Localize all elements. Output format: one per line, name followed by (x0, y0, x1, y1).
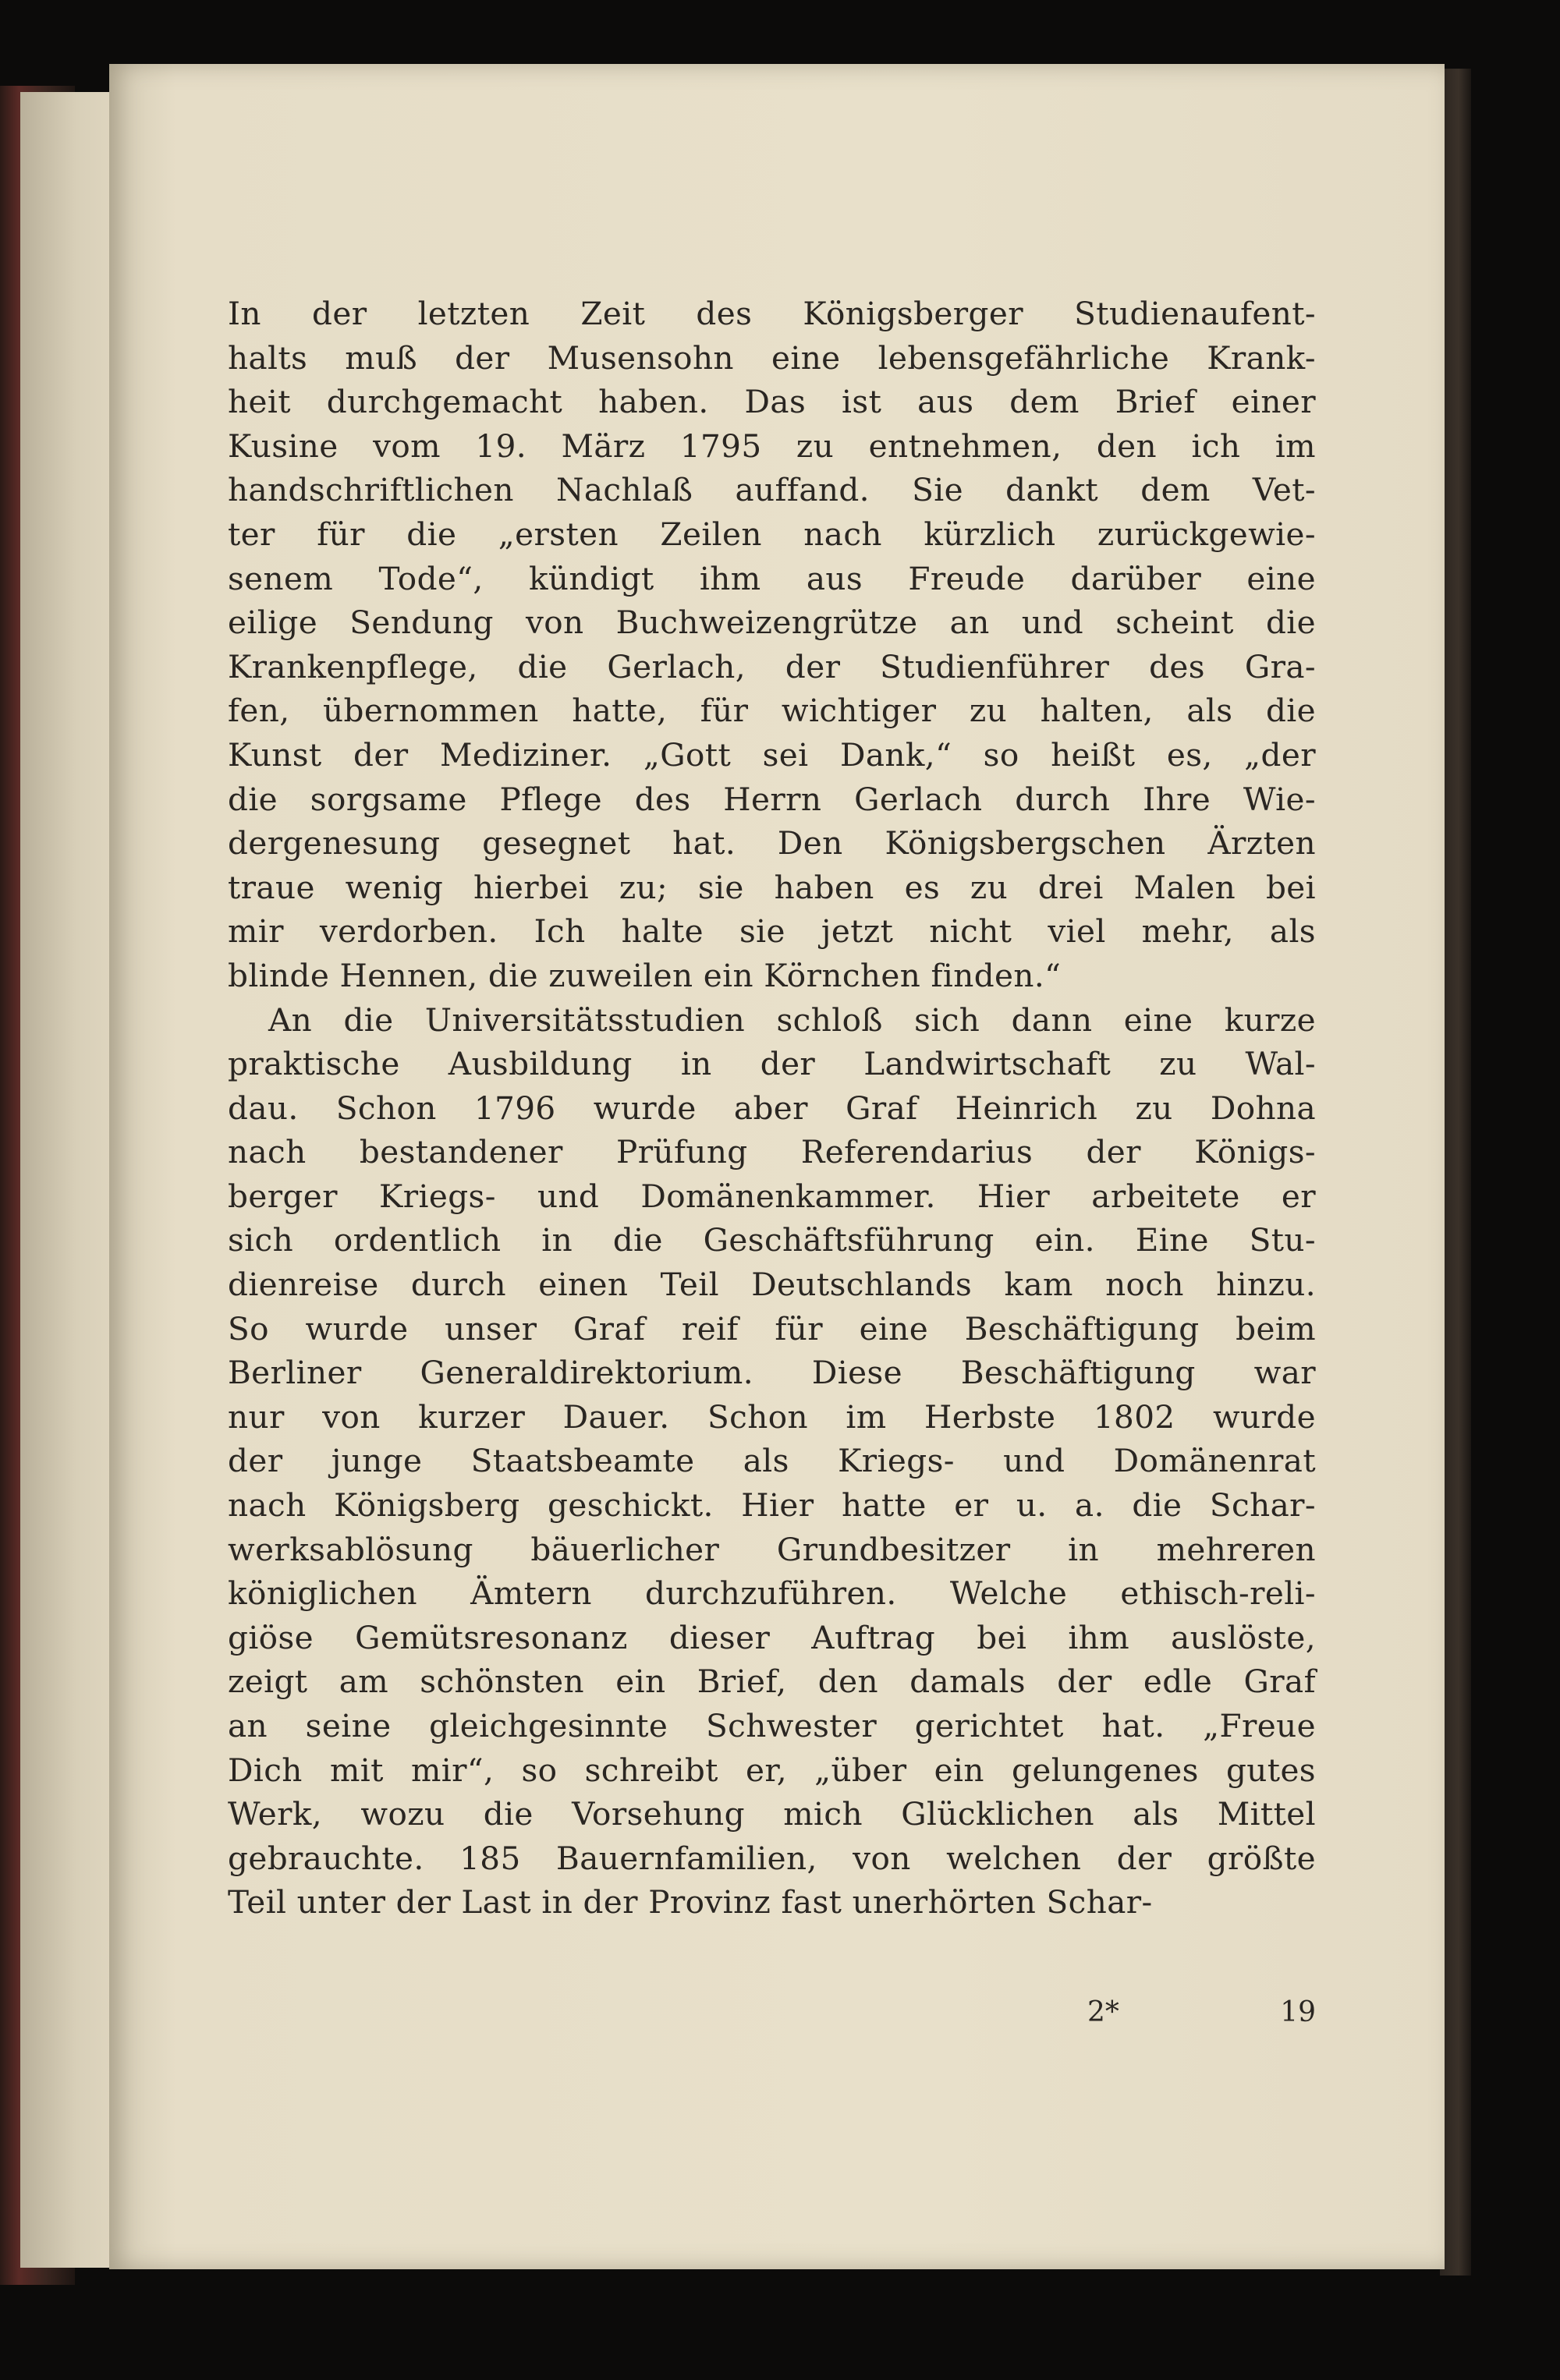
text-line: ter für die „ersten Zeilen nach kürzlich zurückgewie- (228, 515, 1316, 553)
paragraph-1 (228, 292, 1316, 998)
text-line: In der letzten Zeit des Königsberger Studienaufent- (228, 295, 1316, 332)
text-line: Werk, wozu die Vorsehung mich Glücklichen als Mittel (228, 1795, 1316, 1833)
text-line: königlichen Ämtern durchzuführen. Welche ethisch-reli- (228, 1574, 1316, 1613)
text-line: gebrauchte. 185 Bauernfamilien, von welchen der größte (228, 1839, 1316, 1877)
text-line: traue wenig hierbei zu; sie haben es zu drei Malen bei (228, 868, 1316, 906)
text-line: Krankenpflege, die Gerlach, der Studienführer des Gra- (228, 647, 1316, 685)
text-line: eilige Sendung von Buchweizengrütze an und scheint die (228, 604, 1316, 642)
text-line: an seine gleichgesinnte Schwester gerichtet hat. „Freue (228, 1707, 1316, 1744)
text-line: werksablösung bäuerlicher Grundbesitzer in mehreren (228, 1530, 1316, 1568)
text-line: halts muß der Musensohn eine lebensgefährliche Krank- (228, 338, 1316, 377)
text-line: Kunst der Mediziner. „Gott sei Dank,“ so heißt es, „der (228, 735, 1316, 774)
book-page (109, 64, 1445, 2269)
text-line: Dich mit mir“, so schreibt er, „über ein gelungenes gutes (228, 1751, 1316, 1789)
page-body-text (228, 292, 1316, 1925)
text-line: dergenesung gesegnet hat. Den Königsbergschen Ärzten (228, 824, 1316, 862)
text-line: blinde Hennen, die zuweilen ein Körnchen finden.“ (228, 956, 1062, 994)
text-line: zeigt am schönsten ein Brief, den damals der edle Graf (228, 1663, 1316, 1701)
book-cover-right-edge (1440, 69, 1471, 2276)
text-line: der junge Staatsbeamte als Kriegs- und Domänenrat (228, 1442, 1316, 1480)
text-line: nur von kurzer Dauer. Schon im Herbste 1802 wurde (228, 1397, 1316, 1436)
text-line: An die Universitätsstudien schloß sich dann eine kurze (268, 1001, 1316, 1039)
paragraph-2 (228, 998, 1316, 1925)
signature-mark: 2* (1087, 1996, 1119, 2028)
text-line: mir verdorben. Ich halte sie jetzt nicht viel mehr, als (228, 912, 1316, 951)
text-line: dienreise durch einen Teil Deutschlands kam noch hinzu. (228, 1266, 1316, 1304)
text-line: heit durchgemacht haben. Das ist aus dem Brief einer (228, 383, 1316, 421)
text-line: nach Königsberg geschickt. Hier hatte er u. a. die Schar- (228, 1486, 1316, 1525)
text-line: giöse Gemütsresonanz dieser Auftrag bei ihm auslöste, (228, 1618, 1316, 1656)
text-line: praktische Ausbildung in der Landwirtschaft zu Wal- (228, 1045, 1316, 1083)
text-line: sich ordentlich in die Geschäftsführung ein. Eine Stu- (228, 1221, 1316, 1259)
page-number: 19 (1280, 1996, 1316, 2028)
text-line: Kusine vom 19. März 1795 zu entnehmen, den ich im (228, 427, 1316, 465)
text-line: die sorgsame Pflege des Herrn Gerlach durch Ihre Wie- (228, 780, 1316, 818)
page-footer (228, 1996, 1316, 2043)
text-line: dau. Schon 1796 wurde aber Graf Heinrich zu Dohna (228, 1089, 1316, 1127)
text-line: Berliner Generaldirektorium. Diese Beschäftigung war (228, 1354, 1316, 1392)
text-line: berger Kriegs- und Domänenkammer. Hier arbeitete er (228, 1177, 1316, 1215)
text-line: fen, übernommen hatte, für wichtiger zu halten, als die (228, 692, 1316, 730)
text-line: So wurde unser Graf reif für eine Beschäftigung beim (228, 1309, 1316, 1348)
text-line: nach bestandener Prüfung Referendarius der Königs- (228, 1133, 1316, 1171)
text-line: Teil unter der Last in der Provinz fast unerhörten Schar- (228, 1883, 1153, 1921)
text-line: senem Tode“, kündigt ihm aus Freude darüber eine (228, 559, 1316, 597)
text-line: handschriftlichen Nachlaß auffand. Sie dankt dem Vet- (228, 471, 1316, 509)
